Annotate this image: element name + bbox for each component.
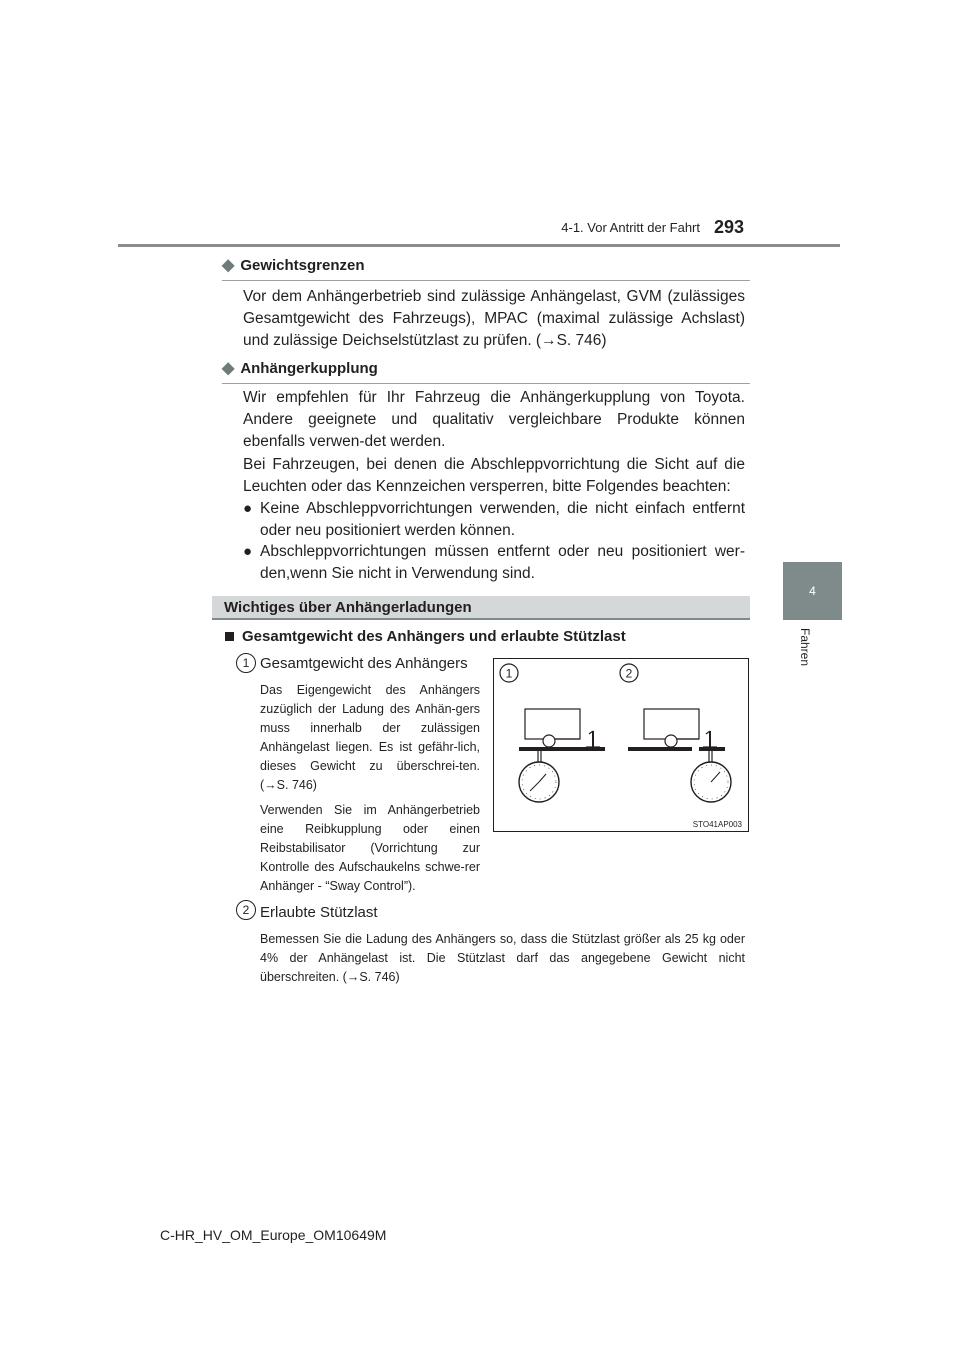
- diamond-icon: ◆: [222, 257, 235, 274]
- coupling-ball-left: [543, 735, 555, 747]
- bullet-item: ● Abschleppvorrichtungen müssen entfernt oder neu positioniert wer-den,wenn Sie nicht in Verwendung sind.: [243, 543, 745, 582]
- coupling-ball-right: [665, 735, 677, 747]
- weight-paragraph: Vor dem Anhängerbetrieb sind zulässige Anhängelast, GVM (zulässiges Gesamtgewicht des Fahrzeugs), MPAC (maximal zulässige Achslast) und zulässige Deichselstützlast zu prüfen. (→S. 746): [243, 288, 745, 349]
- item-title-1: Gesamtgewicht des Anhängers: [260, 655, 468, 672]
- figure-label-2: 2: [625, 666, 633, 681]
- item-title-2: Erlaubte Stützlast: [260, 904, 378, 921]
- item-text-1a: Das Eigengewicht des Anhängers zuzüglich der Ladung des Anhän-gers muss innerhalb der zulässigen Anhängelast liegen. Es ist gefähr-lich, dieses Gewicht zu überschrei-ten. (→S. 746): [260, 683, 480, 792]
- trailer-weight-figure: [493, 658, 749, 832]
- figure-label-1: 1: [505, 666, 513, 681]
- ground-bar-right: [628, 747, 692, 751]
- figure-code: STO41AP003: [692, 820, 742, 829]
- diamond-icon: ◆: [222, 360, 235, 377]
- important-heading: Wichtiges über Anhängerladungen: [212, 596, 750, 620]
- item-number-1: 1: [236, 653, 256, 673]
- chapter-label: Fahren: [798, 628, 812, 667]
- item-text-2: Bemessen Sie die Ladung des Anhängers so, dass die Stützlast größer als 25 kg oder 4% der Anhängelast ist. Die Stützlast darf das angegebene Gewicht nicht überschreiten. (→S. 746): [260, 932, 745, 984]
- coupling-heading: ◆ Anhängerkupplung: [222, 358, 750, 384]
- coupling-paragraph-1: Wir empfehlen für Ihr Fahrzeug die Anhängerkupplung von Toyota. Andere geeignete und qualitativ vergleichbare Produkte können ebenfalls verwen-det werden.: [243, 389, 745, 450]
- bullet-dot-icon: ●: [243, 500, 253, 517]
- bullet-item: ● Keine Abschleppvorrichtungen verwenden, die nicht einfach entfernt oder neu positioniert werden können.: [243, 500, 745, 539]
- weight-heading: ◆ Gewichtsgrenzen: [222, 255, 750, 281]
- coupling-paragraph-2: Bei Fahrzeugen, bei denen die Abschleppvorrichtung die Sicht auf die Leuchten oder das Kennzeichen versperren, bitte Folgendes beachten:: [243, 456, 745, 495]
- page-number: 293: [714, 217, 745, 237]
- document-id: C-HR_HV_OM_Europe_OM10649M: [160, 1227, 387, 1243]
- item-number-2: 2: [236, 900, 256, 920]
- item-text-1b: Verwenden Sie im Anhängerbetrieb eine Reibkupplung oder einen Reibstabilisator (Vorrichtung zur Kontrolle des Aufschaukelns schwe-rer Anhänger - “Sway Control”).: [260, 803, 480, 893]
- header-rule: [118, 244, 840, 247]
- trailer-left: [525, 709, 580, 739]
- section-title: 4-1. Vor Antritt der Fahrt: [561, 220, 700, 235]
- square-bullet-icon: [225, 632, 234, 641]
- bullet-dot-icon: ●: [243, 543, 253, 560]
- important-subheading: Gesamtgewicht des Anhängers und erlaubte Stützlast: [225, 628, 626, 645]
- chapter-tab: 4: [783, 562, 842, 620]
- trailer-scale-diagram: [494, 659, 748, 831]
